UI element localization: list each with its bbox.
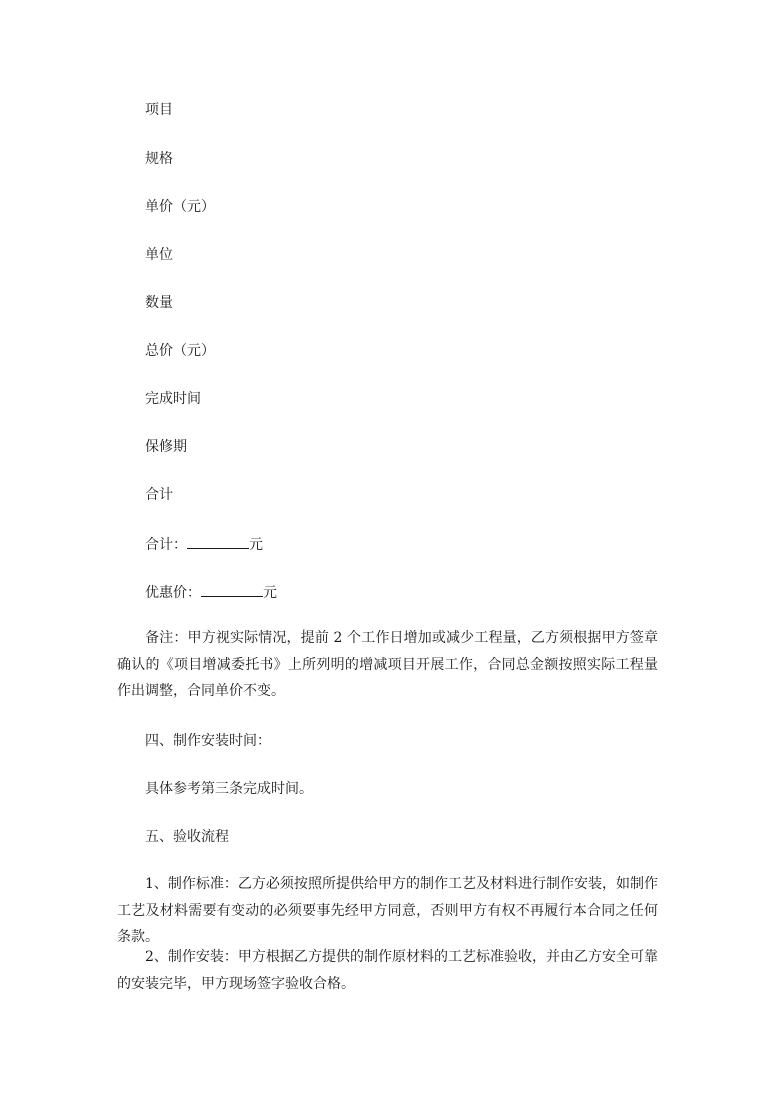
- total-label: 合计：: [145, 537, 187, 553]
- item-label-sum: 合计: [145, 487, 173, 503]
- discount-amount-blank[interactable]: [201, 581, 263, 597]
- discount-line: [145, 581, 277, 603]
- discount-unit: 元: [263, 585, 277, 601]
- total-amount-blank[interactable]: [187, 533, 249, 549]
- clause1-paragraph: [117, 871, 658, 951]
- total-line: [145, 533, 263, 555]
- item-label-warranty: 保修期: [145, 439, 187, 455]
- section4-body: 具体参考第三条完成时间。: [145, 781, 313, 797]
- item-label-completion-time: 完成时间: [145, 391, 201, 407]
- discount-label: 优惠价：: [145, 585, 201, 601]
- item-label-unit: 单位: [145, 247, 173, 263]
- note-paragraph: [117, 625, 658, 705]
- total-unit: 元: [249, 537, 263, 553]
- clause1-text: 1、制作标准：乙方必须按照所提供给甲方的制作工艺及材料进行制作安装，如制作工艺及材料需要有变动的必须要事先经甲方同意，否则甲方有权不再履行本合同之任何条款。: [117, 876, 658, 945]
- section4-heading: 四、制作安装时间：: [145, 733, 271, 749]
- item-label-spec: 规格: [145, 151, 173, 167]
- section5-heading: 五、验收流程: [145, 829, 229, 845]
- item-label-total-price: 总价（元）: [145, 343, 215, 359]
- clause2-paragraph: [117, 944, 658, 997]
- item-label-quantity: 数量: [145, 295, 173, 311]
- item-label-unit-price: 单价（元）: [145, 199, 215, 215]
- item-label-project: 项目: [145, 102, 173, 118]
- clause2-text: 2、制作安装：甲方根据乙方提供的制作原材料的工艺标准验收，并由乙方安全可靠的安装完毕，甲方现场签字验收合格。: [117, 949, 658, 992]
- note-text: 备注：甲方视实际情况，提前 2 个工作日增加或减少工程量，乙方须根据甲方签章确认的《项目增减委托书》上所列明的增减项目开展工作，合同总金额按照实际工程量作出调整，合同单价不变。: [117, 630, 658, 699]
